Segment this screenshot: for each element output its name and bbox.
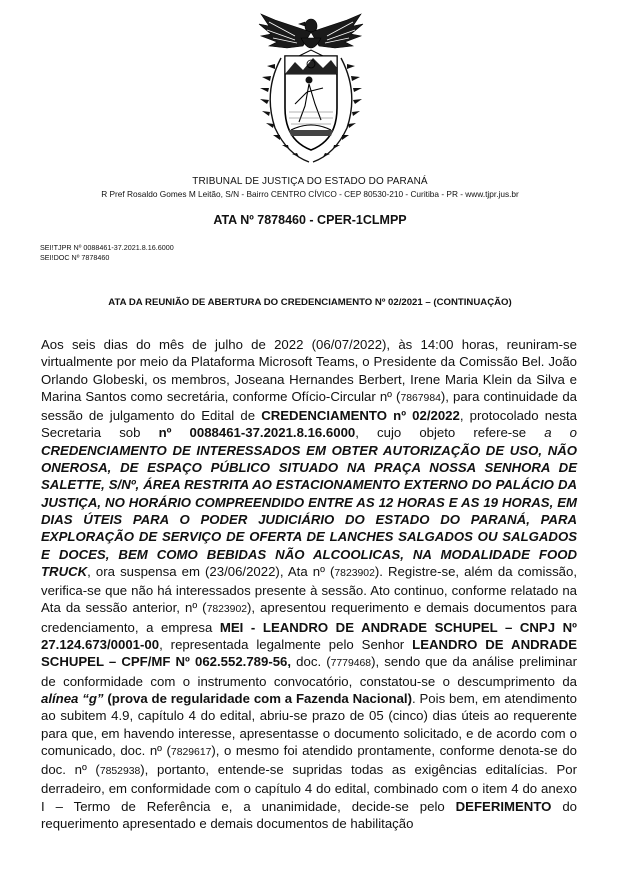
body-text-segment: ), apresentou requerimento e demais documentos para credenciamento, a empresa	[41, 600, 577, 635]
body-text-segment: . Pois bem, em atendimento ao subitem 4.9, capítulo 4 do edital, abriu-se prazo de 05 (cinco) dias úteis ao requerente para que, em havendo interesse, apresentasse o documento solicitado, e de acordo com o comunicado, doc. nº (	[41, 690, 577, 758]
body-text-segment: do requerimento apresentado e demais documentos de habilitação	[41, 798, 577, 832]
eagle-crest-icon	[259, 14, 363, 48]
body-text-segment: ), para continuidade da sessão de julgamento do Edital de	[41, 388, 578, 424]
body-text-segment: , ora suspensa em (23/06/2022), Ata nº (	[87, 563, 335, 579]
sei-document-number: SEI!DOC Nº 7878460	[40, 253, 110, 262]
body-text-segment: , protocolado nesta Secretaria sob	[41, 408, 577, 441]
court-name-header: TRIBUNAL DE JUSTIÇA DO ESTADO DO PARANÁ	[192, 176, 428, 187]
meeting-title: ATA DA REUNIÃO DE ABERTURA DO CREDENCIAMENTO Nº 02/2021 – (CONTINUAÇÃO)	[108, 297, 512, 308]
document-reference: 7852938	[99, 766, 141, 778]
shield-icon	[285, 50, 337, 150]
parana-coat-of-arms-emblem	[255, 12, 367, 170]
clause-reference: alínea “g”	[41, 690, 104, 706]
sei-process-number: SEI!TJPR Nº 0088461-37.2021.8.16.6000	[40, 243, 174, 252]
document-title: ATA Nº 7878460 - CPER-1CLMPP	[213, 213, 407, 227]
document-reference: 7829617	[170, 746, 212, 758]
body-text-segment: ), o mesmo foi atendido prontamente, conforme denota-se do doc. nº (	[41, 742, 577, 778]
body-text-segment: ), sendo que da análise preliminar de conformidade com o instrumento convocatório, constatou-se o descumprimento da	[41, 654, 577, 689]
representative-identification: LEANDRO DE ANDRADE SCHUPEL – CPF/MF Nº 062.552.789-56,	[41, 637, 577, 670]
body-text-segment: doc. (	[291, 654, 331, 670]
body-text-italic: a o	[544, 425, 577, 441]
body-text-segment: , cujo objeto refere-se	[355, 425, 545, 441]
body-text-segment: Aos seis dias do mês de julho de 2022 (06/07/2022), às 14:00 horas, reuniram-se virtualmente por meio da Plataforma Microsoft Teams, o Presidente da Comissão Bel. João Orlando Globeski, os membros, Joseana Hernandes Berbert, Irene Maria Klein da Silva e Marina Santos como secretária, conforme Ofício-Circular nº (	[41, 337, 577, 404]
clause-description: (prova de regularidade com a Fazenda Nacional)	[107, 690, 412, 706]
document-reference: 7779468	[330, 658, 372, 670]
document-reference: 7867984	[400, 392, 441, 404]
body-text-segment: ). Registre-se, além da comissão, verifica-se que não há interessados presente à sessão. Ato continuo, conforme relatado na Ata da sessão anterior, nº (	[41, 563, 577, 616]
document-reference: 7823902	[206, 604, 248, 616]
body-text-segment: ), portanto, entende-se supridas todas as exigências editalícias. Por derradeiro, em conformidade com o capítulo 4 do edital, combinado com o item 4 do anexo I – Termo de Referência e, a unanimidade, decide-se pelo	[41, 762, 577, 814]
court-address: R Pref Rosaldo Gomes M Leitão, S/N - Bairro CENTRO CÍVICO - CEP 80530-210 - Curitiba - PR - www.tjpr.jus.br	[101, 189, 519, 199]
edital-number: CREDENCIAMENTO nº 02/2022	[261, 408, 460, 424]
document-reference: 7823902	[334, 567, 375, 579]
body-text-segment: , representada legalmente pelo Senhor	[159, 637, 413, 653]
object-description: CREDENCIAMENTO DE INTERESSADOS EM OBTER AUTORIZAÇÃO DE USO, NÃO ONEROSA, DE ESPAÇO PÚBLICO SITUADO NA PRAÇA NOSSA SENHORA DE SALETTE, S/Nº, ÁREA RESTRITA AO ESTACIONAMENTO EXTERNO DO PALÁCIO DA JUSTIÇA, NO HORÁRIO COMPREENDIDO ENTRE AS 12 HORAS E AS 19 HORAS, EM DIAS ÚTEIS PARA O PODER JUDICIÁRIO DO ESTADO DO PARANÁ, PARA EXPLORAÇÃO DE SERVIÇO DE OFERTA DE LANCHES SALGADOS OU SALGADOS E DOCES, BEM COMO BEBIDAS NÃO ALCOOLICAS, NA MODALIDADE FOOD TRUCK	[41, 442, 577, 579]
decision-deferimento: DEFERIMENTO	[455, 798, 552, 814]
protocol-number: nº 0088461-37.2021.8.16.6000	[158, 425, 356, 441]
minutes-body-paragraph	[41, 336, 577, 832]
company-identification: MEI - LEANDRO DE ANDRADE SCHUPEL – CNPJ Nº 27.124.673/0001-00	[41, 619, 577, 653]
